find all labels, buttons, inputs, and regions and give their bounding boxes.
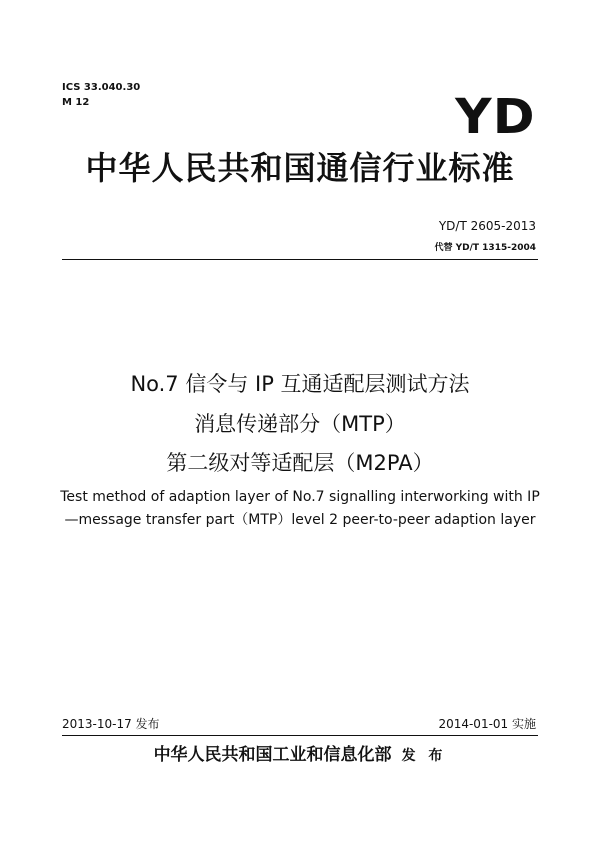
implementation-date: 2014-01-01 实施 bbox=[438, 717, 536, 731]
title-cn-line-1: No.7 信令与 IP 互通适配层测试方法 bbox=[130, 372, 470, 396]
classification-codes bbox=[62, 80, 140, 110]
top-divider bbox=[62, 259, 538, 260]
title-en-line-2: —message transfer part（MTP）level 2 peer-to-peer adaption layer bbox=[64, 512, 536, 528]
title-cn-line-2: 消息传递部分（MTP） bbox=[194, 412, 406, 436]
publisher-name: 中华人民共和国工业和信息化部 bbox=[153, 745, 392, 765]
bottom-divider bbox=[62, 735, 538, 736]
standard-number: YD/T 2605-2013 bbox=[438, 219, 536, 233]
standard-category-title: 中华人民共和国通信行业标准 bbox=[85, 149, 515, 187]
title-en-line-1: Test method of adaption layer of No.7 signalling interworking with IP bbox=[60, 489, 540, 505]
title-cn-line-3: 第二级对等适配层（M2PA） bbox=[166, 451, 434, 475]
replaces-standard: 代替 YD/T 1315-2004 bbox=[434, 243, 536, 253]
yd-logo: YD bbox=[455, 89, 536, 145]
publisher-line bbox=[0, 743, 600, 768]
issue-date: 2013-10-17 发布 bbox=[62, 717, 160, 731]
ccs-code: M 12 bbox=[62, 97, 90, 108]
publisher-verb: 发 布 bbox=[401, 748, 447, 764]
ics-code: ICS 33.040.30 bbox=[62, 82, 141, 93]
